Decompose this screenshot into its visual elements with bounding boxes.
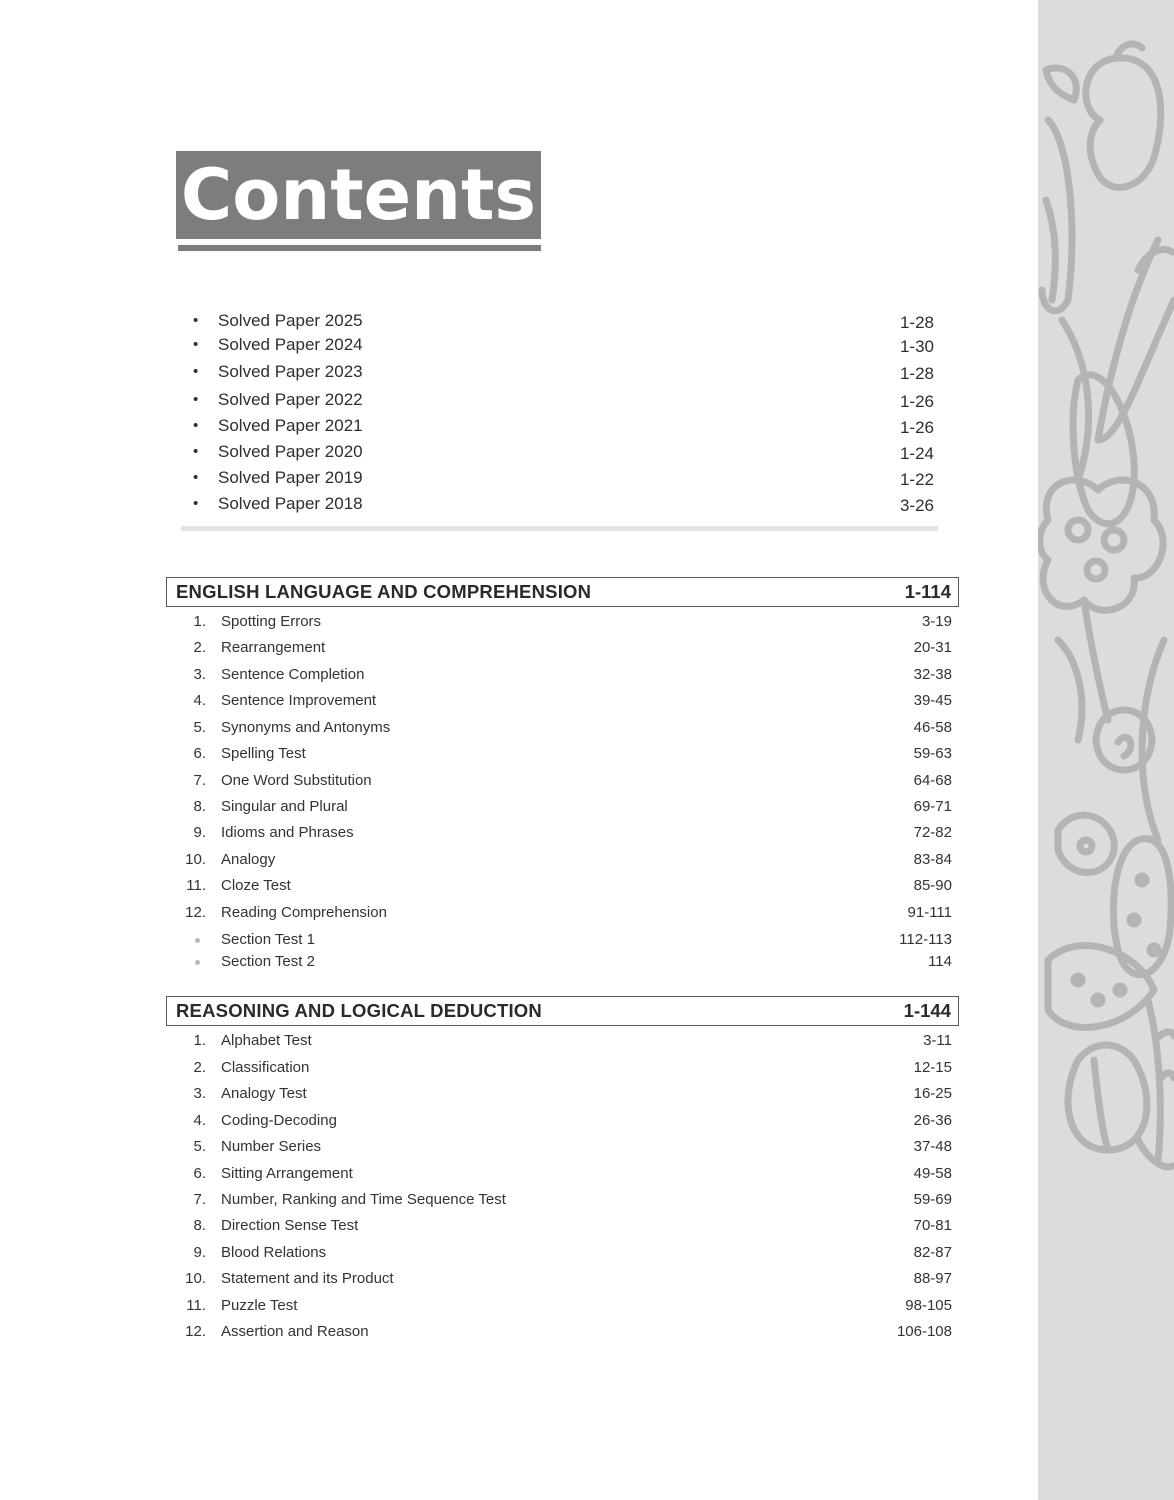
section-title: REASONING AND LOGICAL DEDUCTION [176,1000,542,1021]
item-label: Sentence Completion [221,666,365,683]
list-item[interactable] [166,636,952,660]
list-item[interactable] [166,689,952,713]
item-number: 9. [193,824,206,841]
item-pages: 59-63 [913,745,952,762]
title-banner [176,151,541,239]
list-item[interactable] [190,359,940,385]
item-label: Assertion and Reason [221,1323,369,1340]
list-item[interactable] [166,1135,952,1159]
item-number: 12. [185,1323,206,1340]
list-item[interactable] [190,387,940,413]
item-pages: 26-36 [913,1112,952,1129]
item-label: Analogy [221,851,276,868]
item-number: 7. [193,1191,206,1208]
bullet-icon: • [193,469,199,486]
item-label: Cloze Test [221,877,291,894]
title-underline [178,245,541,251]
list-item[interactable] [190,465,940,491]
paper-label: Solved Paper 2019 [218,468,363,487]
paper-pages: 1-30 [899,337,934,356]
paper-label: Solved Paper 2020 [218,442,363,461]
paper-pages: 1-26 [899,418,934,437]
list-item[interactable] [166,610,952,634]
list-item[interactable] [190,308,940,334]
paper-label: Solved Paper 2021 [218,416,363,435]
list-item[interactable] [166,795,952,819]
bullet-icon: • [193,443,199,460]
list-item[interactable] [166,1294,952,1318]
item-pages: 83-84 [913,851,952,868]
item-number: 1. [193,613,206,630]
item-number: 8. [193,798,206,815]
item-number: 2. [193,1059,206,1076]
item-label: Singular and Plural [221,798,348,815]
item-pages: 3-11 [923,1032,952,1049]
list-item[interactable] [166,950,952,974]
item-number: 12. [185,904,206,921]
item-label: Number Series [221,1138,322,1155]
item-pages: 39-45 [913,692,952,709]
item-number: 11. [186,877,206,894]
item-label: Alphabet Test [221,1032,312,1049]
item-pages: 20-31 [913,639,952,656]
item-number: 5. [193,719,206,736]
item-label: Analogy Test [221,1085,307,1102]
item-pages: 37-48 [913,1138,952,1155]
item-pages: 32-38 [913,666,952,683]
list-item[interactable] [166,848,952,872]
list-item[interactable] [166,1109,952,1133]
list-item[interactable] [166,1241,952,1265]
item-pages: 114 [928,953,952,970]
list-item[interactable] [190,439,940,465]
item-number: 10. [185,1270,206,1287]
item-label: Blood Relations [221,1244,327,1261]
section-pages: 1-144 [903,1000,951,1021]
item-number: 5. [193,1138,206,1155]
item-pages: 69-71 [913,798,952,815]
list-item[interactable] [166,769,952,793]
list-item[interactable] [166,1320,952,1344]
item-pages: 12-15 [913,1059,952,1076]
item-pages: 112-113 [899,931,952,948]
bullet-icon: • [193,495,199,512]
vegetable-illustration-icon [1038,0,1174,1500]
item-label: Synonyms and Antonyms [221,719,391,736]
item-label: Section Test 1 [221,931,315,948]
item-pages: 88-97 [913,1270,952,1287]
list-item[interactable] [166,742,952,766]
item-label: Direction Sense Test [221,1217,359,1234]
item-pages: 46-58 [913,719,952,736]
list-item[interactable] [190,413,940,439]
item-pages: 106-108 [896,1323,952,1340]
section-title: ENGLISH LANGUAGE AND COMPREHENSION [176,581,592,602]
list-item[interactable] [166,928,952,952]
section-header-english[interactable] [166,577,959,607]
list-item[interactable] [166,1214,952,1238]
item-label: Spotting Errors [221,613,322,630]
item-label: Sentence Improvement [221,692,377,709]
list-item[interactable] [166,1029,952,1053]
list-item[interactable] [190,491,940,517]
item-pages: 64-68 [913,772,952,789]
bullet-icon [195,960,200,965]
item-label: Spelling Test [221,745,306,762]
item-number: 8. [193,1217,206,1234]
paper-label: Solved Paper 2023 [218,362,363,381]
paper-pages: 1-26 [899,392,934,411]
item-number: 6. [193,745,206,762]
item-pages: 3-19 [921,613,952,630]
item-label: Section Test 2 [221,953,315,970]
item-label: Sitting Arrangement [221,1165,353,1182]
item-label: Reading Comprehension [221,904,387,921]
list-item[interactable] [166,1082,952,1106]
item-label: Idioms and Phrases [221,824,354,841]
list-item[interactable] [190,332,940,358]
item-number: 9. [193,1244,206,1261]
bullet-icon: • [193,391,199,408]
paper-pages: 1-28 [899,364,934,383]
item-label: Statement and its Product [221,1270,394,1287]
item-pages: 49-58 [913,1165,952,1182]
paper-label: Solved Paper 2018 [218,494,363,513]
divider [181,526,938,531]
list-item[interactable] [166,821,952,845]
page-title: Contents [180,154,537,236]
paper-pages: 3-26 [899,496,934,515]
item-number: 2. [193,639,206,656]
paper-pages: 1-24 [899,444,934,463]
item-pages: 70-81 [913,1217,952,1234]
item-label: Coding-Decoding [221,1112,337,1129]
list-item[interactable] [166,1188,952,1212]
bullet-icon: • [193,312,199,329]
item-number: 10. [185,851,206,868]
item-pages: 59-69 [913,1191,952,1208]
paper-pages: 1-28 [899,313,934,332]
item-number: 7. [193,772,206,789]
list-item[interactable] [166,716,952,740]
item-pages: 85-90 [913,877,952,894]
item-number: 4. [193,692,206,709]
paper-pages: 1-22 [899,470,934,489]
item-label: One Word Substitution [221,772,372,789]
item-pages: 82-87 [913,1244,952,1261]
item-pages: 16-25 [913,1085,952,1102]
item-number: 6. [193,1165,206,1182]
list-item[interactable] [166,874,952,898]
item-label: Rearrangement [221,639,326,656]
bullet-icon: • [193,336,199,353]
paper-label: Solved Paper 2024 [218,335,363,354]
bullet-icon: • [193,363,199,380]
section-pages: 1-114 [904,581,951,602]
paper-label: Solved Paper 2025 [218,311,363,330]
bullet-icon [195,938,200,943]
item-pages: 98-105 [905,1297,952,1314]
item-label: Puzzle Test [221,1297,298,1314]
item-pages: 72-82 [913,824,952,841]
list-item[interactable] [166,1162,952,1186]
list-item[interactable] [166,663,952,687]
item-label: Classification [221,1059,310,1076]
list-item[interactable] [166,901,952,925]
item-number: 11. [186,1297,206,1314]
list-item[interactable] [166,1056,952,1080]
section-header-reasoning[interactable] [166,996,959,1026]
list-item[interactable] [166,1267,952,1291]
item-label: Number, Ranking and Time Sequence Test [221,1191,506,1208]
bullet-icon: • [193,417,199,434]
side-decoration-panel [1038,0,1174,1500]
item-number: 3. [193,666,206,683]
paper-label: Solved Paper 2022 [218,390,363,409]
item-pages: 91-111 [907,904,952,921]
item-number: 3. [193,1085,206,1102]
item-number: 4. [193,1112,206,1129]
item-number: 1. [193,1032,206,1049]
